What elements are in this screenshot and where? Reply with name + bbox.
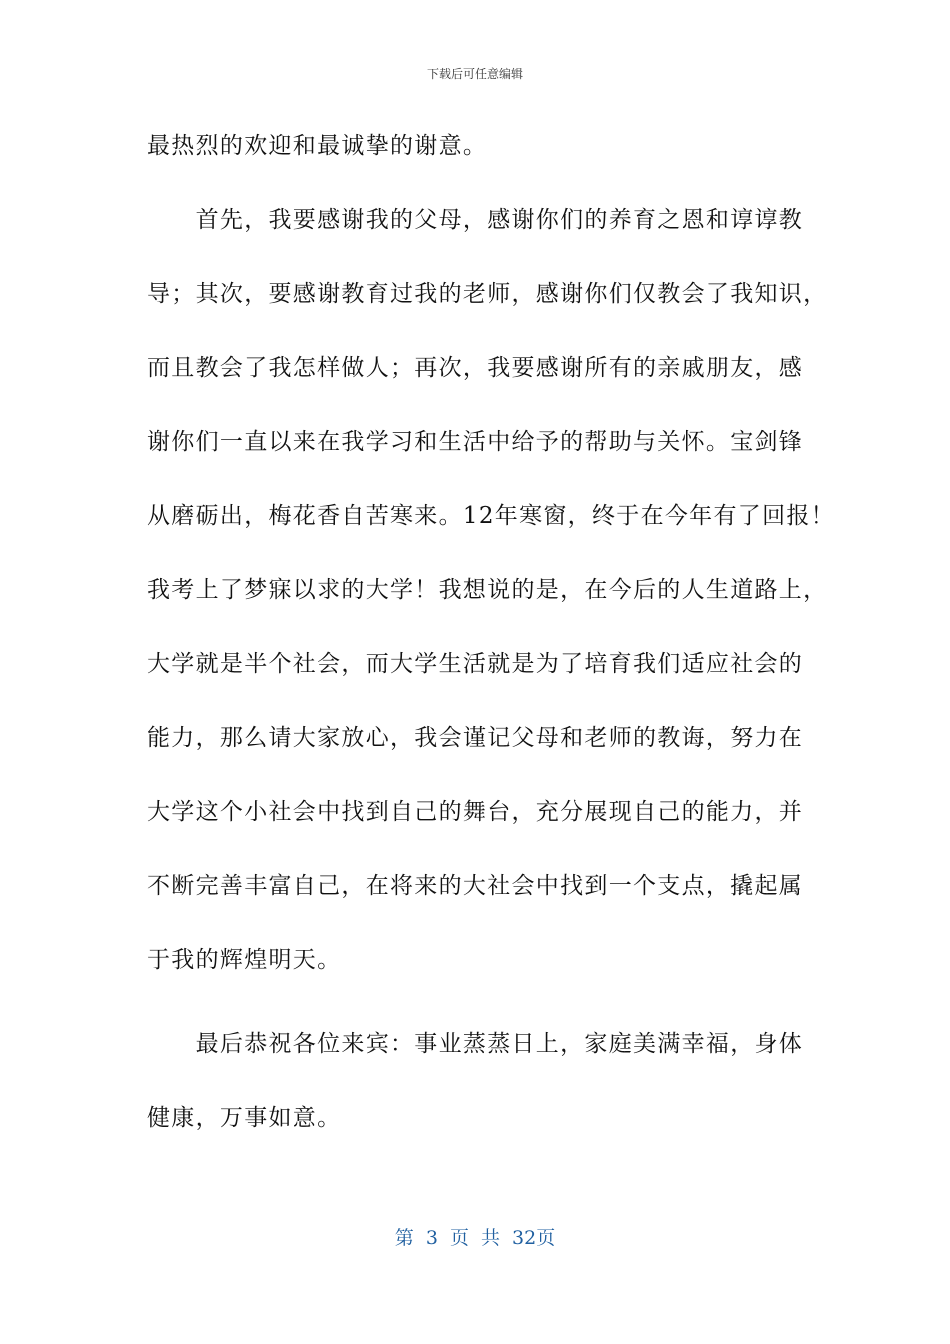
text-line: 导；其次，要感谢教育过我的老师，感谢你们仅教会了我知识， (147, 281, 828, 307)
text-line: 我考上了梦寐以求的大学！我想说的是，在今后的人生道路上， (147, 577, 828, 603)
text-line: 而且教会了我怎样做人；再次，我要感谢所有的亲戚朋友，感 (147, 355, 804, 381)
page-header: 下载后可任意编辑 (426, 67, 523, 81)
text-line: 不断完善丰富自己，在将来的大社会中找到一个支点，撬起属 (147, 873, 804, 899)
text-line: 于我的辉煌明天。 (147, 947, 342, 973)
text-line: 最热烈的欢迎和最诚挚的谢意。 (147, 133, 488, 159)
text-line: 首先，我要感谢我的父母，感谢你们的养育之恩和谆谆教 (147, 207, 804, 233)
text-line: 大学这个小社会中找到自己的舞台，充分展现自己的能力，并 (147, 799, 804, 825)
text-line: 健康，万事如意。 (147, 1105, 342, 1131)
text-line: 能力，那么请大家放心，我会谨记父母和老师的教诲，努力在 (147, 725, 804, 751)
text-line: 最后恭祝各位来宾：事业蒸蒸日上，家庭美满幸福，身体 (147, 1031, 804, 1057)
text-line: 从磨砺出，梅花香自苦寒来。12年寒窗，终于在今年有了回报！ (147, 503, 835, 529)
page-number: 第 3 页 共 32页 (394, 1227, 556, 1249)
text-line: 大学就是半个社会，而大学生活就是为了培育我们适应社会的 (147, 651, 804, 677)
text-line: 谢你们一直以来在我学习和生活中给予的帮助与关怀。宝剑锋 (147, 429, 804, 455)
